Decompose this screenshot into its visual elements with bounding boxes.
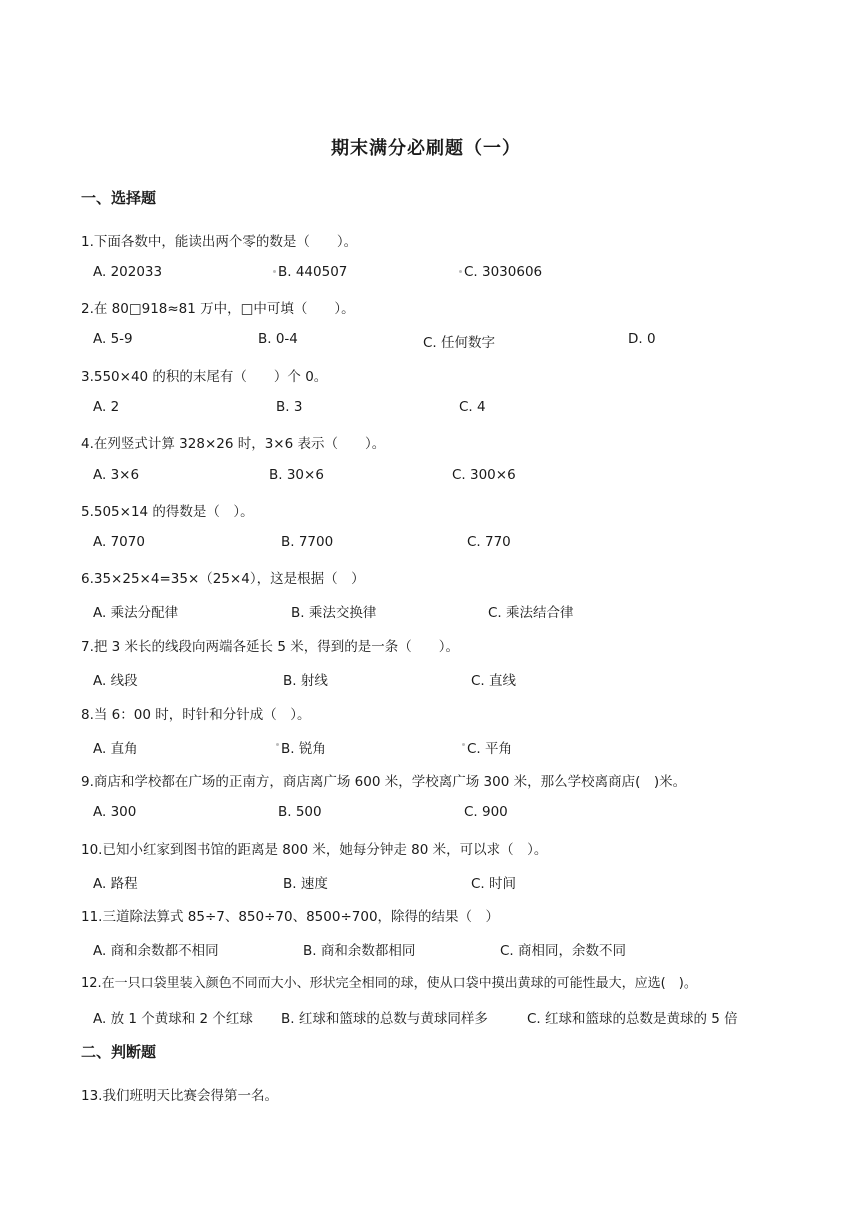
option-2-d: D. 0	[628, 331, 656, 347]
question-2: 2.在 80□918≈81 万中，□中可填（ ）。	[81, 301, 355, 317]
option-1-c: C. 3030606	[464, 264, 543, 280]
option-2-a: A. 5-9	[93, 331, 133, 347]
option-1-b: B. 440507	[278, 264, 348, 280]
question-1: 1.下面各数中，能读出两个零的数是（ ）。	[81, 234, 358, 250]
option-8-a: A. 直角	[93, 741, 138, 757]
option-9-b: B. 500	[278, 804, 322, 820]
question-12: 12.在一只口袋里装入颜色不同而大小、形状完全相同的球，使从口袋中摸出黄球的可能性最大，应选( )。	[81, 976, 697, 991]
option-10-a: A. 路程	[93, 876, 138, 892]
option-3-c: C. 4	[459, 399, 486, 415]
question-9: 9.商店和学校都在广场的正南方，商店离广场 600 米，学校离广场 300 米，那么学校离商店( )米。	[81, 774, 687, 790]
option-3-a: A. 2	[93, 399, 120, 415]
option-3-b: B. 3	[276, 399, 303, 415]
question-3: 3.550×40 的积的末尾有（ ）个 0。	[81, 369, 328, 385]
question-10: 10.已知小红家到图书馆的距离是 800 米，她每分钟走 80 米，可以求（ ）。	[81, 842, 548, 858]
mark-dot	[273, 270, 276, 273]
question-8: 8.当 6：00 时，时针和分针成（ ）。	[81, 707, 311, 723]
option-12-b: B. 红球和篮球的总数与黄球同样多	[281, 1011, 488, 1027]
question-11: 11.三道除法算式 85÷7、850÷70、8500÷700，除得的结果（ ）	[81, 909, 500, 925]
section-heading-judgement: 二、判断题	[81, 1043, 157, 1061]
option-10-b: B. 速度	[283, 876, 328, 892]
mark-dot	[459, 270, 462, 273]
option-5-c: C. 770	[467, 534, 511, 550]
option-12-c: C. 红球和篮球的总数是黄球的 5 倍	[527, 1011, 738, 1027]
section-heading-choice: 一、选择题	[81, 189, 157, 207]
option-7-b: B. 射线	[283, 673, 328, 689]
option-4-b: B. 30×6	[269, 467, 324, 483]
option-12-a: A. 放 1 个黄球和 2 个红球	[93, 1011, 253, 1027]
option-2-b: B. 0-4	[258, 331, 298, 347]
page-title: 期末满分必刷题（一）	[331, 138, 521, 159]
option-9-a: A. 300	[93, 804, 137, 820]
option-5-a: A. 7070	[93, 534, 145, 550]
question-13: 13.我们班明天比赛会得第一名。	[81, 1088, 278, 1104]
mark-dot	[462, 743, 465, 746]
option-4-a: A. 3×6	[93, 467, 140, 483]
question-5: 5.505×14 的得数是（ ）。	[81, 504, 254, 520]
option-7-c: C. 直线	[471, 673, 517, 689]
question-7: 7.把 3 米长的线段向两端各延长 5 米，得到的是一条（ ）。	[81, 639, 459, 655]
option-8-b: B. 锐角	[281, 741, 326, 757]
option-2-c: C. 任何数字	[423, 335, 496, 351]
option-11-a: A. 商和余数都不相同	[93, 943, 219, 959]
option-11-c: C. 商相同，余数不同	[500, 943, 627, 959]
question-4: 4.在列竖式计算 328×26 时，3×6 表示（ ）。	[81, 436, 386, 452]
option-8-c: C. 平角	[467, 741, 513, 757]
option-11-b: B. 商和余数都相同	[303, 943, 416, 959]
option-1-a: A. 202033	[93, 264, 163, 280]
option-6-c: C. 乘法结合律	[488, 605, 574, 621]
option-5-b: B. 7700	[281, 534, 334, 550]
option-9-c: C. 900	[464, 804, 508, 820]
option-6-b: B. 乘法交换律	[291, 605, 377, 621]
option-10-c: C. 时间	[471, 876, 517, 892]
option-4-c: C. 300×6	[452, 467, 516, 483]
question-6: 6.35×25×4=35×（25×4），这是根据（ ）	[81, 571, 365, 587]
option-7-a: A. 线段	[93, 673, 138, 689]
option-6-a: A. 乘法分配律	[93, 605, 179, 621]
mark-dot	[276, 743, 279, 746]
